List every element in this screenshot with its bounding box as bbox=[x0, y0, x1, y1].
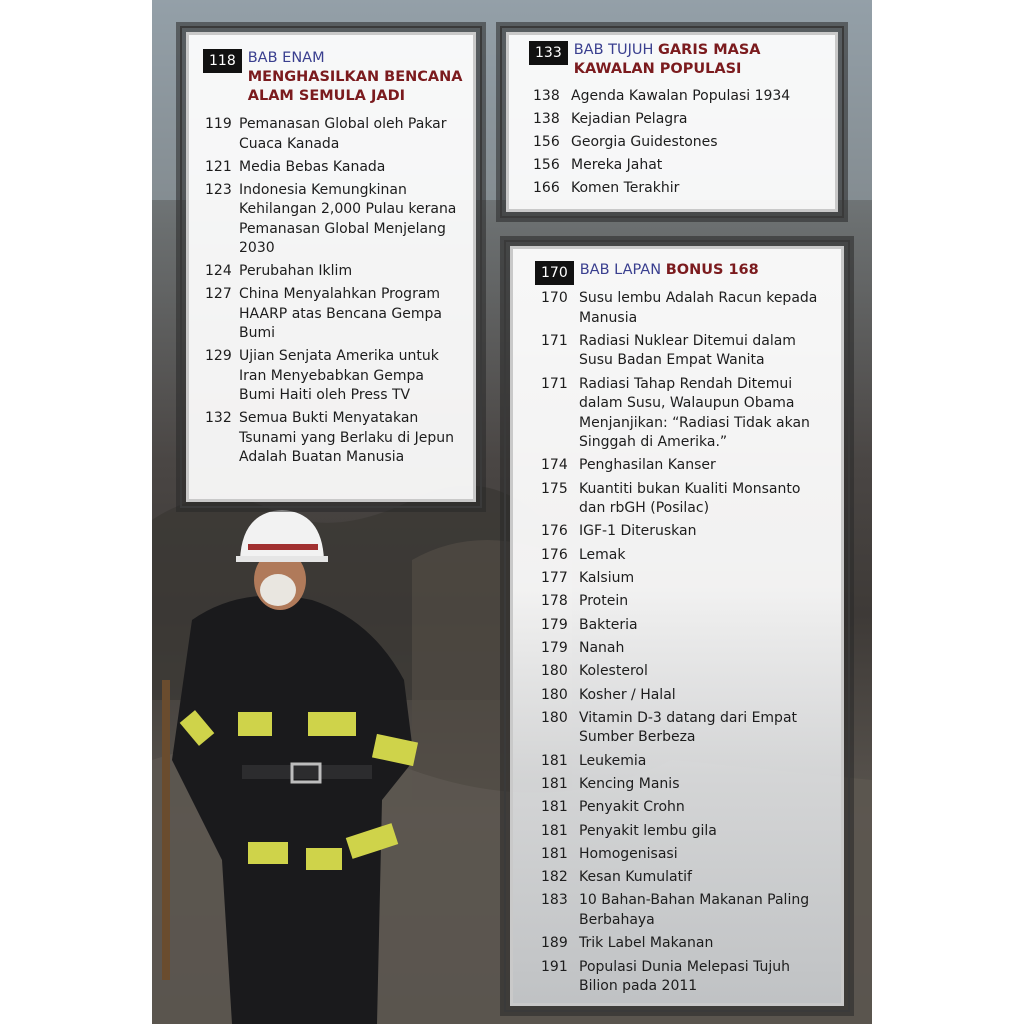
toc-text: Media Bebas Kanada bbox=[239, 158, 386, 175]
toc-page: 178 bbox=[541, 593, 568, 610]
toc-text: Ujian Senjata Amerika untuk Iran Menyebabkan Gempa Bumi Haiti oleh Press TV bbox=[239, 348, 439, 403]
chapter-page-number: 133 bbox=[529, 41, 568, 65]
toc-entry[interactable] bbox=[205, 262, 463, 282]
toc-entry[interactable] bbox=[533, 133, 825, 153]
toc-page: 175 bbox=[541, 480, 568, 497]
toc-list bbox=[205, 115, 463, 471]
toc-page: 123 bbox=[205, 181, 232, 198]
toc-page: 121 bbox=[205, 158, 232, 175]
toc-text: Kencing Manis bbox=[579, 775, 680, 792]
toc-page: 174 bbox=[541, 457, 568, 474]
toc-page: 166 bbox=[533, 180, 560, 196]
toc-text: Komen Terakhir bbox=[571, 180, 680, 196]
toc-text: Indonesia Kemungkinan Kehilangan 2,000 Pulau kerana Pemanasan Global Menjelang 2030 bbox=[239, 181, 457, 256]
toc-entry[interactable] bbox=[205, 115, 463, 154]
toc-entry[interactable] bbox=[205, 409, 463, 468]
chapter-page-number: 170 bbox=[535, 261, 574, 285]
toc-entry[interactable] bbox=[541, 616, 831, 636]
chapter-heading bbox=[203, 49, 463, 106]
toc-text: Perubahan Iklim bbox=[239, 263, 353, 279]
toc-text: Bakteria bbox=[579, 616, 638, 633]
toc-entry[interactable] bbox=[541, 592, 831, 612]
toc-page: 129 bbox=[205, 348, 232, 364]
toc-page: 132 bbox=[205, 410, 232, 426]
toc-page: 183 bbox=[541, 892, 568, 909]
toc-text: Agenda Kawalan Populasi 1934 bbox=[571, 88, 791, 104]
toc-text: Protein bbox=[579, 593, 629, 610]
toc-page: 138 bbox=[533, 88, 560, 104]
toc-page: 176 bbox=[541, 523, 568, 540]
toc-page: 177 bbox=[541, 570, 568, 587]
toc-text: Pemanasan Global oleh Pakar Cuaca Kanada bbox=[239, 116, 447, 152]
toc-entry[interactable] bbox=[541, 569, 831, 589]
toc-text: Radiasi Nuklear Ditemui dalam Susu Badan Empat Wanita bbox=[579, 332, 796, 369]
toc-entry[interactable] bbox=[541, 709, 831, 748]
toc-page: 171 bbox=[541, 375, 568, 392]
chapter-heading bbox=[529, 41, 825, 79]
toc-text: Georgia Guidestones bbox=[571, 134, 718, 150]
toc-text: Homogenisasi bbox=[579, 845, 678, 862]
toc-entry[interactable] bbox=[541, 958, 831, 997]
toc-entry[interactable] bbox=[541, 798, 831, 818]
toc-text: Kejadian Pelagra bbox=[571, 111, 688, 127]
toc-list bbox=[533, 87, 825, 202]
toc-entry[interactable] bbox=[541, 752, 831, 772]
toc-text: Susu lembu Adalah Racun kepada Manusia bbox=[579, 290, 818, 326]
toc-entry[interactable] bbox=[541, 934, 831, 954]
toc-page: 191 bbox=[541, 958, 568, 975]
toc-entry[interactable] bbox=[533, 110, 825, 130]
toc-text: China Menyalahkan Program HAARP atas Bencana Gempa Bumi bbox=[239, 286, 442, 341]
toc-entry[interactable] bbox=[205, 181, 463, 259]
chapter-title: GARIS MASA KAWALAN POPULASI bbox=[573, 42, 761, 77]
toc-page: 180 bbox=[541, 663, 568, 680]
toc-page: 181 bbox=[541, 775, 568, 792]
toc-entry[interactable] bbox=[205, 347, 463, 406]
toc-entry[interactable] bbox=[541, 639, 831, 659]
chapter-panel-eight bbox=[510, 246, 844, 1006]
toc-page: 127 bbox=[205, 286, 232, 302]
toc-text: Populasi Dunia Melepasi Tujuh Bilion pada 2011 bbox=[579, 958, 791, 995]
chapter-panel-seven bbox=[506, 32, 838, 212]
toc-page: 171 bbox=[541, 332, 568, 349]
toc-page: 156 bbox=[533, 134, 560, 150]
toc-entry[interactable] bbox=[541, 546, 831, 566]
toc-entry[interactable] bbox=[533, 179, 825, 199]
toc-text: Trik Label Makanan bbox=[579, 935, 714, 952]
toc-page: 180 bbox=[541, 709, 568, 726]
chapter-title: MENGHASILKAN BENCANA ALAM SEMULA JADI bbox=[247, 69, 463, 104]
toc-page: 181 bbox=[541, 752, 568, 769]
toc-page: 176 bbox=[541, 546, 568, 563]
toc-text: Lemak bbox=[579, 546, 626, 563]
toc-entry[interactable] bbox=[205, 285, 463, 344]
chapter-page-number: 118 bbox=[203, 49, 242, 73]
toc-page: 124 bbox=[205, 263, 232, 279]
toc-entry[interactable] bbox=[541, 662, 831, 682]
toc-text: Kuantiti bukan Kualiti Monsanto dan rbGH (Posilac) bbox=[579, 480, 801, 517]
toc-text: Leukemia bbox=[579, 752, 647, 769]
toc-text: Nanah bbox=[579, 639, 625, 656]
toc-text: Radiasi Tahap Rendah Ditemui dalam Susu, Walaupun Obama Menjanjikan: “Radiasi Tidak akan Singgah di Amerika.” bbox=[579, 375, 810, 451]
toc-text: Kalsium bbox=[579, 570, 635, 587]
toc-page: 179 bbox=[541, 616, 568, 633]
toc-entry[interactable] bbox=[541, 289, 831, 328]
chapter-label: BAB TUJUH bbox=[573, 42, 654, 58]
toc-page: 181 bbox=[541, 799, 568, 816]
chapter-panel-six bbox=[186, 32, 476, 502]
toc-entry[interactable] bbox=[205, 158, 463, 178]
toc-entry[interactable] bbox=[541, 686, 831, 706]
toc-text: Penyakit Crohn bbox=[579, 799, 685, 816]
toc-entry[interactable] bbox=[541, 822, 831, 842]
toc-page: 181 bbox=[541, 845, 568, 862]
toc-text: Vitamin D-3 datang dari Empat Sumber Berbeza bbox=[579, 709, 798, 746]
toc-entry[interactable] bbox=[541, 891, 831, 930]
toc-page: 119 bbox=[205, 116, 232, 132]
toc-entry[interactable] bbox=[541, 456, 831, 476]
toc-entry[interactable] bbox=[541, 775, 831, 795]
toc-entry[interactable] bbox=[541, 480, 831, 519]
toc-entry[interactable] bbox=[541, 375, 831, 453]
toc-page: 182 bbox=[541, 869, 568, 886]
toc-list bbox=[541, 289, 831, 1000]
chapter-title: BONUS 168 bbox=[665, 262, 759, 278]
chapter-label: BAB ENAM bbox=[247, 50, 325, 66]
toc-text: Mereka Jahat bbox=[571, 157, 663, 173]
toc-text: IGF-1 Diteruskan bbox=[579, 523, 697, 540]
toc-page: 189 bbox=[541, 935, 568, 952]
book-page bbox=[152, 0, 872, 1024]
toc-entry[interactable] bbox=[533, 87, 825, 107]
toc-text: Kosher / Halal bbox=[579, 686, 676, 703]
toc-page: 138 bbox=[533, 111, 560, 127]
toc-entry[interactable] bbox=[541, 332, 831, 371]
toc-text: Kesan Kumulatif bbox=[579, 869, 692, 886]
toc-entry[interactable] bbox=[541, 868, 831, 888]
toc-entry[interactable] bbox=[541, 522, 831, 542]
toc-page: 180 bbox=[541, 686, 568, 703]
toc-entry[interactable] bbox=[533, 156, 825, 176]
chapter-label: BAB LAPAN bbox=[579, 262, 662, 278]
toc-text: 10 Bahan-Bahan Makanan Paling Berbahaya bbox=[579, 892, 810, 928]
toc-page: 181 bbox=[541, 822, 568, 839]
toc-text: Semua Bukti Menyatakan Tsunami yang Berlaku di Jepun Adalah Buatan Manusia bbox=[239, 410, 454, 465]
toc-text: Penghasilan Kanser bbox=[579, 457, 716, 474]
toc-text: Kolesterol bbox=[579, 663, 648, 680]
toc-page: 179 bbox=[541, 639, 568, 656]
toc-page: 156 bbox=[533, 157, 560, 173]
toc-text: Penyakit lembu gila bbox=[579, 822, 717, 839]
toc-page: 170 bbox=[541, 290, 568, 306]
toc-entry[interactable] bbox=[541, 845, 831, 865]
chapter-heading bbox=[535, 261, 831, 285]
